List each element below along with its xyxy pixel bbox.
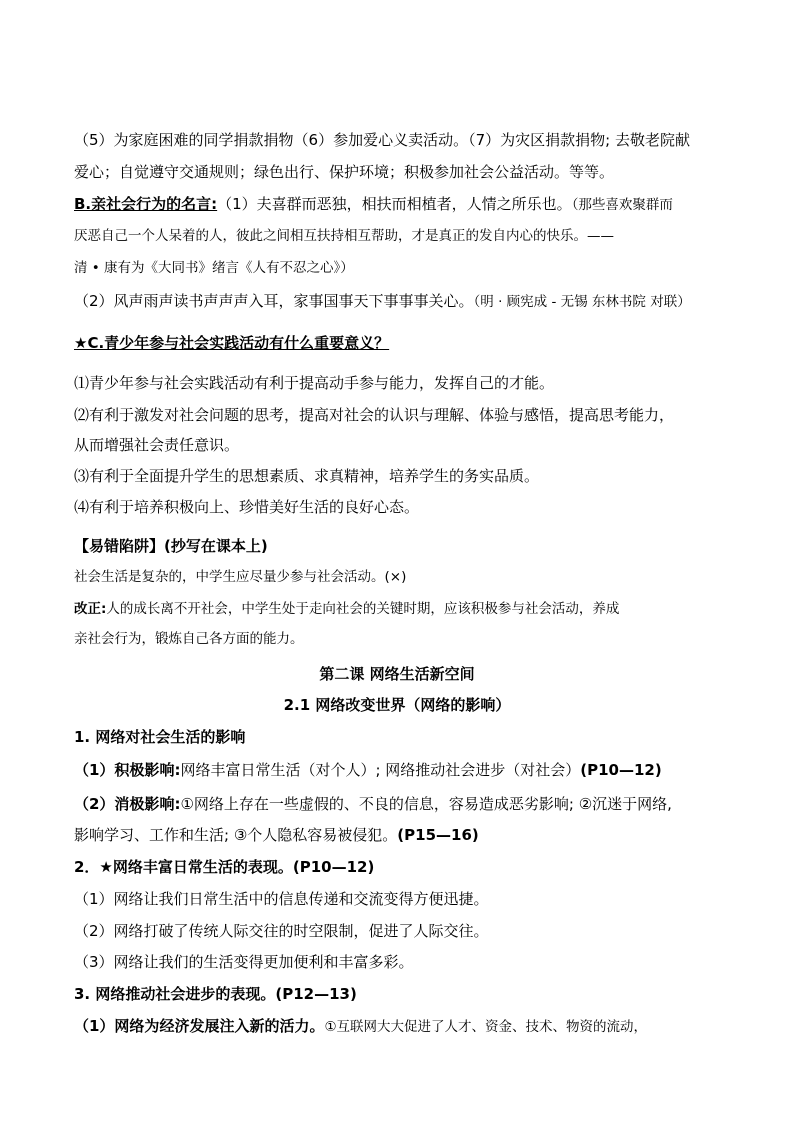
list-item: （1）网络让我们日常生活中的信息传递和交流变得方便迅捷。 [74, 890, 489, 908]
list-item: ⑴青少年参与社会实践活动有利于提高动手参与能力，发挥自己的才能。 [74, 374, 555, 392]
quote-source: （明 · 顾宪成 - 无锡 东林书院 对联） [473, 294, 691, 310]
section-heading: ★C.青少年参与社会实践活动有什么重要意义？ [74, 334, 390, 352]
trap-heading: 【易错陷阱】(抄写在课本上) [74, 537, 268, 555]
text-line: 从而增强社会责任意识。 [74, 436, 240, 454]
item-text: ①互联网大大促进了人才、资金、技术、物资的流动， [324, 1019, 648, 1035]
subsection-heading: 3. 网络推动社会进步的表现。(P12—13) [74, 985, 357, 1003]
correction-line [74, 599, 619, 619]
item-label: （1）网络为经济发展注入新的活力。 [74, 1017, 325, 1035]
text-line [74, 1016, 647, 1037]
section-title: 2.1 网络改变世界（网络的影响） [283, 696, 511, 714]
list-item: ⑵有利于激发对社会问题的思考，提高对社会的认识与理解、体验与感悟，提高思考能力， [74, 406, 675, 424]
text-line: 亲社会行为，锻炼自己各方面的能力。 [74, 631, 304, 647]
page-reference: (P10—12) [580, 761, 662, 779]
text-line [74, 825, 479, 845]
subsection-heading: 1. 网络对社会生活的影响 [74, 728, 246, 746]
list-item: ⑷有利于培养积极向上、珍惜美好生活的良好心态。 [74, 498, 420, 516]
correction-text: 人的成长离不开社会，中学生处于走向社会的关键时期，应该积极参与社会活动，养成 [106, 601, 620, 617]
text-line: （5）为家庭困难的同学捐款捐物（6）参加爱心义卖活动。（7）为灾区捐款捐物; 去敬老院献 [74, 131, 690, 149]
item-text: 影响学习、工作和生活; ③个人隐私容易被侵犯。 [74, 826, 398, 844]
quote-explanation: （那些喜欢聚群而 [571, 197, 673, 213]
text-line: 爱心；自觉遵守交通规则；绿色出行、保护环境；积极参加社会公益活动。等等。 [74, 163, 615, 181]
section-label: B.亲社会行为的名言: [74, 195, 218, 213]
item-label: （2）消极影响: [74, 795, 181, 813]
text-line [74, 760, 662, 780]
text-line: 社会生活是复杂的，中学生应尽量少参与社会活动。(×) [74, 569, 407, 585]
quote-line [74, 194, 673, 215]
quote-line [74, 291, 691, 312]
list-item: （2）网络打破了传统人际交往的时空限制，促进了人际交往。 [74, 922, 489, 940]
page-reference: (P15—16) [397, 826, 479, 844]
quote-text: （1）夫喜群而恶独，相扶而相植者，人情之所乐也。 [217, 195, 572, 213]
lesson-title: 第二课 网络生活新空间 [319, 665, 475, 683]
subsection-heading: 2．★网络丰富日常生活的表现。(P10—12) [74, 858, 375, 876]
quote-text: （2）风声雨声读书声声声入耳，家事国事天下事事事关心。 [74, 292, 474, 310]
correction-label: 改正: [74, 601, 107, 617]
text-line [74, 794, 672, 814]
item-text: ①网络上存在一些虚假的、不良的信息，容易造成恶劣影响; ②沉迷于网络, [180, 795, 672, 813]
text-line: 清 • 康有为《大同书》绪言《人有不忍之心》） [74, 260, 354, 276]
item-label: （1）积极影响: [74, 761, 181, 779]
list-item: ⑶有利于全面提升学生的思想素质、求真精神，培养学生的务实品质。 [74, 467, 540, 485]
list-item: （3）网络让我们的生活变得更加便利和丰富多彩。 [74, 953, 414, 971]
item-text: 网络丰富日常生活（对个人）; 网络推动社会进步（对社会） [180, 761, 581, 779]
text-line: 厌恶自己一个人呆着的人，彼此之间相互扶持相互帮助，才是真正的发自内心的快乐。—— [74, 228, 614, 244]
